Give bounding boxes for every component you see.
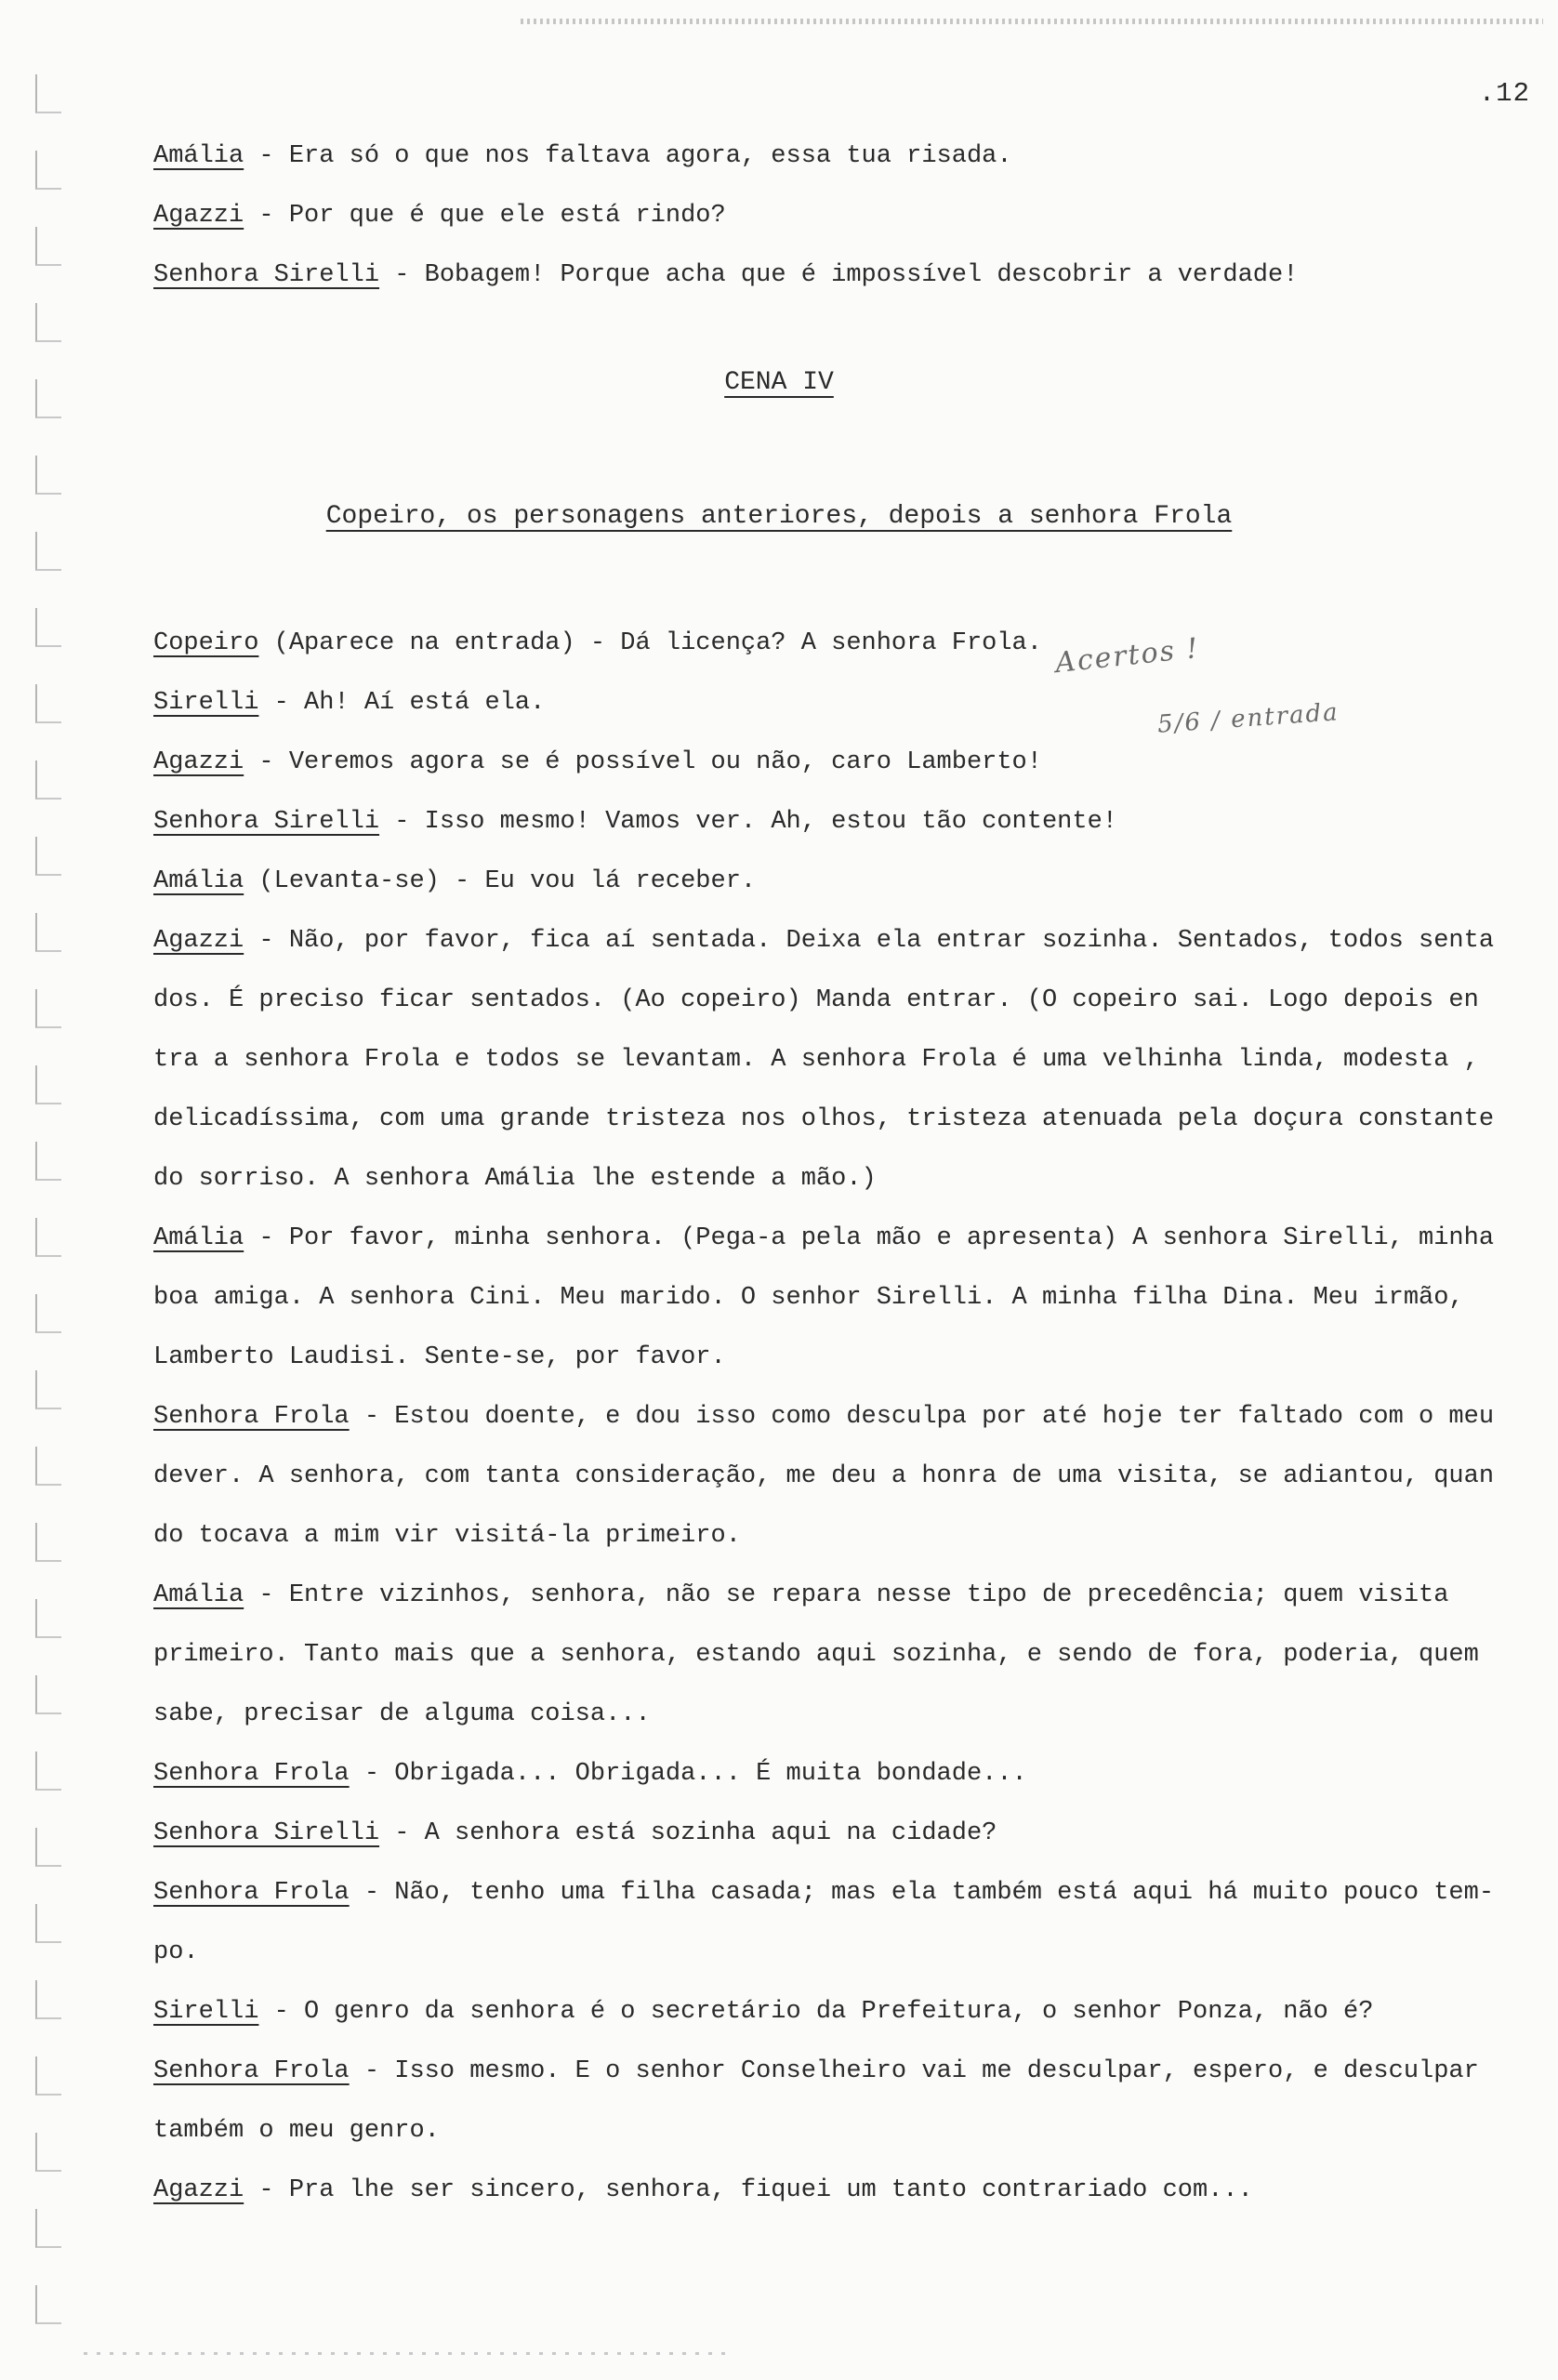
dialogue-text: - A senhora está sozinha aqui na cidade? bbox=[379, 1819, 997, 1847]
margin-mark bbox=[35, 2209, 61, 2248]
margin-mark bbox=[35, 1980, 61, 2019]
speech-line bbox=[153, 245, 1529, 305]
speech-line bbox=[153, 1447, 1529, 1506]
margin-mark bbox=[35, 456, 61, 495]
speaker-name: Senhora Sirelli bbox=[153, 261, 380, 289]
speech bbox=[153, 1566, 1529, 1744]
scene-subheading-text: Copeiro, os personagens anteriores, depois a senhora Frola bbox=[325, 502, 1233, 531]
speaker-name: Senhora Frola bbox=[153, 1403, 350, 1431]
speech-line bbox=[153, 1982, 1529, 2042]
speech-line bbox=[153, 1268, 1529, 1328]
speaker-name: Agazzi bbox=[153, 748, 244, 776]
margin-mark bbox=[35, 684, 61, 723]
speech bbox=[153, 245, 1529, 305]
margin-mark bbox=[35, 913, 61, 952]
margin-mark bbox=[35, 608, 61, 647]
margin-mark bbox=[35, 532, 61, 571]
speech-line bbox=[153, 186, 1529, 245]
speech bbox=[153, 852, 1529, 911]
margin-mark bbox=[35, 1904, 61, 1943]
speaker-name: Amália bbox=[153, 867, 244, 895]
speaker-name: Amália bbox=[153, 142, 244, 170]
dialogue-text: dever. A senhora, com tanta consideração, me deu a honra de uma visita, se adiantou, quan bbox=[153, 1462, 1495, 1490]
speech bbox=[153, 673, 1529, 733]
margin-mark bbox=[35, 1675, 61, 1714]
margin-mark bbox=[35, 151, 61, 190]
speech-line bbox=[153, 852, 1529, 911]
margin-mark bbox=[35, 2056, 61, 2096]
speech-line bbox=[153, 1863, 1529, 1923]
margin-mark bbox=[35, 74, 61, 113]
speaker-name: Agazzi bbox=[153, 2176, 244, 2204]
dialogue-text: - Isso mesmo! Vamos ver. Ah, estou tão contente! bbox=[379, 808, 1117, 836]
dialogue-text: - Pra lhe ser sincero, senhora, fiquei um tanto contrariado com... bbox=[244, 2176, 1253, 2204]
speech-line bbox=[153, 1804, 1529, 1863]
speech bbox=[153, 792, 1529, 852]
dialogue-text: (Aparece na entrada) - Dá licença? A senhora Frola. bbox=[258, 629, 1042, 657]
margin-mark bbox=[35, 1523, 61, 1562]
scene-heading-text: CENA IV bbox=[724, 368, 834, 397]
scene-subheading bbox=[0, 502, 1558, 531]
dialogue-text: também o meu genro. bbox=[153, 2117, 440, 2145]
dialogue-text: - Não, por favor, fica aí sentada. Deixa ela entrar sozinha. Sentados, todos senta bbox=[244, 927, 1495, 955]
speech bbox=[153, 2042, 1529, 2161]
speaker-name: Amália bbox=[153, 1224, 244, 1252]
speech bbox=[153, 1863, 1529, 1982]
handwritten-note-2: 5/6 / entrada bbox=[1156, 698, 1340, 739]
margin-mark bbox=[35, 760, 61, 800]
handwritten-note-1: Acertos ! bbox=[1053, 631, 1202, 681]
dialogue-text: do tocava a mim vir visitá-la primeiro. bbox=[153, 1522, 741, 1550]
margin-mark bbox=[35, 303, 61, 342]
speech bbox=[153, 126, 1529, 186]
margin-mark bbox=[35, 2133, 61, 2172]
speech-line bbox=[153, 792, 1529, 852]
speaker-name: Senhora Frola bbox=[153, 1760, 350, 1788]
dialogue-text: - O genro da senhora é o secretário da Prefeitura, o senhor Ponza, não é? bbox=[258, 1998, 1374, 2026]
speech bbox=[153, 1387, 1529, 1566]
speaker-name: Copeiro bbox=[153, 629, 259, 657]
speech bbox=[153, 1982, 1529, 2042]
dialogue-text: - Ah! Aí está ela. bbox=[258, 689, 546, 717]
speech bbox=[153, 1744, 1529, 1804]
margin-mark bbox=[35, 989, 61, 1028]
intro-dialogue bbox=[153, 126, 1529, 305]
speech-line bbox=[153, 733, 1529, 792]
dialogue-text: - Isso mesmo. E o senhor Conselheiro vai me desculpar, espero, e desculpar bbox=[349, 2057, 1479, 2085]
margin-mark bbox=[35, 1370, 61, 1409]
margin-mark bbox=[35, 1752, 61, 1791]
dialogue-text: Lamberto Laudisi. Sente-se, por favor. bbox=[153, 1343, 726, 1371]
margin-mark bbox=[35, 837, 61, 876]
speaker-name: Agazzi bbox=[153, 202, 244, 230]
dialogue-text: - Bobagem! Porque acha que é impossível descobrir a verdade! bbox=[379, 261, 1299, 289]
speech-line bbox=[153, 1625, 1529, 1685]
speech-line bbox=[153, 1566, 1529, 1625]
dialogue-text: do sorriso. A senhora Amália lhe estende a mão.) bbox=[153, 1165, 877, 1193]
margin-mark bbox=[35, 1599, 61, 1638]
speech bbox=[153, 1209, 1529, 1387]
dialogue-text: primeiro. Tanto mais que a senhora, estando aqui sozinha, e sendo de fora, poderia, quem bbox=[153, 1641, 1479, 1669]
speech bbox=[153, 733, 1529, 792]
scan-artifact-top bbox=[521, 19, 1543, 24]
margin-mark bbox=[35, 1828, 61, 1867]
margin-mark bbox=[35, 2285, 61, 2324]
dialogue-text: delicadíssima, com uma grande tristeza nos olhos, tristeza atenuada pela doçura constante bbox=[153, 1105, 1495, 1133]
dialogue-text: dos. É preciso ficar sentados. (Ao copeiro) Manda entrar. (O copeiro sai. Logo depois en bbox=[153, 986, 1479, 1014]
dialogue-text: - Obrigada... Obrigada... É muita bondade... bbox=[349, 1760, 1027, 1788]
margin-mark bbox=[35, 227, 61, 266]
scan-artifact-bottom bbox=[84, 2352, 734, 2355]
speech bbox=[153, 1804, 1529, 1863]
dialogue-text: po. bbox=[153, 1938, 199, 1966]
dialogue-text: tra a senhora Frola e todos se levantam. A senhora Frola é uma velhinha linda, modesta , bbox=[153, 1046, 1479, 1074]
speech-line bbox=[153, 2042, 1529, 2101]
speaker-name: Sirelli bbox=[153, 1998, 259, 2026]
dialogue-text: - Entre vizinhos, senhora, não se repara nesse tipo de precedência; quem visita bbox=[244, 1581, 1449, 1609]
speaker-name: Amália bbox=[153, 1581, 244, 1609]
dialogue-text: - Era só o que nos faltava agora, essa tua risada. bbox=[244, 142, 1012, 170]
speaker-name: Agazzi bbox=[153, 927, 244, 955]
speech-line bbox=[153, 1209, 1529, 1268]
speaker-name: Senhora Frola bbox=[153, 2057, 350, 2085]
dialogue-text: sabe, precisar de alguma coisa... bbox=[153, 1700, 651, 1728]
margin-mark bbox=[35, 1065, 61, 1104]
margin-mark bbox=[35, 1294, 61, 1333]
speaker-name: Senhora Sirelli bbox=[153, 808, 380, 836]
speech-line bbox=[153, 614, 1529, 673]
speech-line bbox=[153, 126, 1529, 186]
speaker-name: Sirelli bbox=[153, 689, 259, 717]
speech-line bbox=[153, 1328, 1529, 1387]
page-number: .12 bbox=[1478, 78, 1530, 109]
dialogue-text: (Levanta-se) - Eu vou lá receber. bbox=[244, 867, 757, 895]
speech bbox=[153, 911, 1529, 1209]
speech-line bbox=[153, 911, 1529, 971]
speech bbox=[153, 186, 1529, 245]
scene-heading bbox=[0, 368, 1558, 397]
speech-line bbox=[153, 1090, 1529, 1149]
speech-line bbox=[153, 673, 1529, 733]
speech-line bbox=[153, 2161, 1529, 2220]
speech-line bbox=[153, 1923, 1529, 1982]
speech-line bbox=[153, 1030, 1529, 1090]
speech-line bbox=[153, 1685, 1529, 1744]
speaker-name: Senhora Sirelli bbox=[153, 1819, 380, 1847]
speech-line bbox=[153, 1149, 1529, 1209]
speech-line bbox=[153, 1387, 1529, 1447]
dialogue-text: - Veremos agora se é possível ou não, caro Lamberto! bbox=[244, 748, 1042, 776]
speech-line bbox=[153, 1506, 1529, 1566]
speech-line bbox=[153, 1744, 1529, 1804]
margin-mark bbox=[35, 1142, 61, 1181]
scene-dialogue bbox=[153, 614, 1529, 2220]
speech-line bbox=[153, 971, 1529, 1030]
dialogue-text: - Não, tenho uma filha casada; mas ela também está aqui há muito pouco tem- bbox=[349, 1879, 1495, 1907]
dialogue-text: - Por favor, minha senhora. (Pega-a pela mão e apresenta) A senhora Sirelli, minha bbox=[244, 1224, 1495, 1252]
speech bbox=[153, 2161, 1529, 2220]
dialogue-text: - Estou doente, e dou isso como desculpa por até hoje ter faltado com o meu bbox=[349, 1403, 1495, 1431]
speech-line bbox=[153, 2101, 1529, 2161]
speech bbox=[153, 614, 1529, 673]
dialogue-text: - Por que é que ele está rindo? bbox=[244, 202, 726, 230]
speaker-name: Senhora Frola bbox=[153, 1879, 350, 1907]
dialogue-text: boa amiga. A senhora Cini. Meu marido. O senhor Sirelli. A minha filha Dina. Meu irmão, bbox=[153, 1284, 1464, 1312]
margin-mark bbox=[35, 1447, 61, 1486]
margin-mark bbox=[35, 1218, 61, 1257]
